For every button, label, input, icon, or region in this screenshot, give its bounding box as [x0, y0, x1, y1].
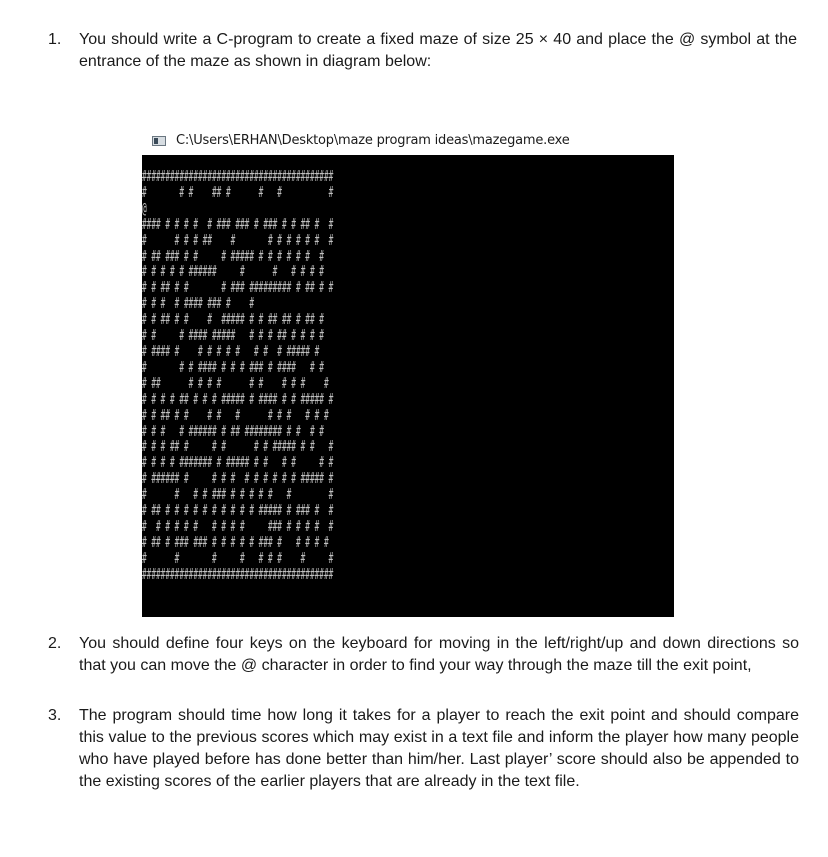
console-window [142, 127, 674, 617]
maze-row: # # ## # # # ##### # # ## ## # ## # [142, 310, 324, 329]
maze-row: # # # # # # # # # # ### # # # # # [142, 516, 334, 535]
window-title: C:\Users\ERHAN\Desktop\maze program ideas\mazegame.exe [176, 133, 570, 148]
maze-row: #### # # # # # ### ### # ### # # ## # # [142, 214, 334, 233]
instruction-number: 3. [48, 707, 62, 724]
maze-row: # ## # # # # # # # # # # ##### # ### # # [142, 501, 334, 520]
maze-row: # #### # # # # # # # # # ##### # [142, 341, 320, 360]
instruction-text: The program should time how long it takes for a player to reach the exit point and should compare this value to the previous scores which may exist in a text file and inform the player how many people who have played before has done better than him/her. Last player’ score should also be appended to the existing scores of the earlier players that are already in the text file. [79, 707, 799, 790]
maze-output [142, 169, 333, 583]
maze-row: # # # ## # # # # # ##### # # # [142, 437, 334, 456]
instruction-number: 2. [48, 635, 62, 652]
maze-row: ######################################### [142, 167, 334, 185]
maze-row: # # # # # # # # # [142, 548, 334, 567]
instruction-2 [48, 633, 800, 709]
maze-row: # ## # # # # # # # # # # [142, 373, 329, 392]
maze-row: # # ## # # # # # # # # # # # [142, 405, 329, 424]
instruction-number: 1. [48, 31, 62, 48]
maze-row: # ###### # # # # # # # # # # ##### # [142, 469, 334, 488]
instruction-1 [48, 29, 800, 79]
console-title-bar[interactable] [142, 127, 674, 155]
maze-row: # # # # ####### # ##### # # # # # # [142, 453, 334, 472]
maze-row: # # # # #### ### # # [142, 294, 254, 313]
console-app-icon [152, 136, 166, 146]
maze-row: ######################################### [142, 564, 334, 583]
maze-row: # # # # ## # # # ##### # #### # # ##### # [142, 389, 334, 408]
maze-row: # # # #### # # # ### # #### # # [142, 357, 324, 376]
instruction-3 [48, 705, 800, 805]
maze-row: # # # # ###### # ## ######## # # # # [142, 421, 324, 440]
maze-row: # # # ## # # # # [142, 182, 334, 201]
maze-row: # ## # ### ### # # # # # ### # # # # # [142, 532, 329, 551]
maze-row: # ## ### # # # ##### # # # # # # # [142, 246, 324, 265]
maze-row: # # ## # # # ### ######### # ## # # [142, 278, 334, 297]
maze-row: # # # # ### # # # # # # # [142, 485, 334, 504]
instruction-text: You should define four keys on the keyboard for moving in the left/right/up and down directions so that you can move the @ character in order to find your way through the maze till the exit point, [79, 635, 799, 674]
maze-row: @ [142, 198, 147, 217]
instruction-text: You should write a C-program to create a fixed maze of size 25 × 40 and place the @ symbol at the entrance of the maze as shown in diagram below: [79, 31, 797, 70]
console-screen [142, 155, 674, 617]
maze-row: # # # # # ###### # # # # # # [142, 262, 324, 281]
maze-row: # # # #### ##### # # # ## # # # # [142, 326, 324, 345]
maze-row: # # # # ## # # # # # # # # [142, 230, 334, 249]
